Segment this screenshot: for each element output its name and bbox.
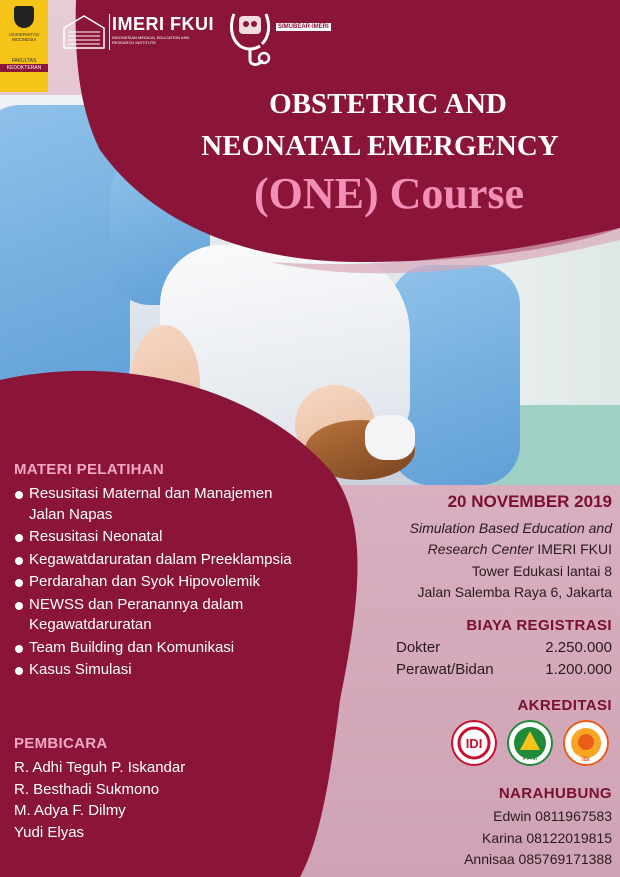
event-date: 20 NOVEMBER 2019	[447, 492, 612, 511]
materi-item: Resusitasi Neonatal	[14, 527, 304, 548]
contact-item: Karina 08122019815	[481, 829, 612, 846]
ibi-badge-label: IBI	[582, 757, 590, 763]
title-line-3: (ONE) Course	[253, 169, 525, 218]
narahubung-heading: NARAHUBUNG	[498, 785, 612, 802]
materi-item: Perdarahan dan Syok Hipovolemik	[14, 572, 304, 593]
ibi-badge-icon	[563, 720, 609, 766]
ppni-badge-label: PPNI	[522, 756, 538, 762]
idi-badge-label: IDI	[465, 736, 483, 751]
materi-item: Resusitasi Maternal dan Manajemen Jalan Napas	[14, 484, 304, 525]
materi-heading: MATERI PELATIHAN	[14, 461, 165, 478]
bullet-icon	[15, 534, 23, 542]
fee-label: Perawat/Bidan	[396, 661, 494, 678]
ui-logo-medicine: KEDOKTERAN	[0, 64, 48, 72]
akreditasi-heading: AKREDITASI	[517, 697, 612, 714]
bullet-icon	[15, 557, 23, 565]
materi-list	[14, 484, 304, 683]
contact-list	[464, 806, 612, 871]
imeri-logo-subtitle: INDONESIAN MEDICAL EDUCATION AND RESEARCH INSTITUTE	[112, 35, 190, 45]
imeri-logo-name: IMERI FKUI	[112, 14, 214, 34]
venue-line-2: Research Center IMERI FKUI	[427, 540, 612, 557]
speaker-name: Yudi Elyas	[14, 823, 85, 841]
contact-item: Annisaa 085769171388	[464, 851, 612, 867]
biaya-heading: BIAYA REGISTRASI	[466, 617, 612, 634]
materi-item: Team Building dan Komunikasi	[14, 638, 304, 659]
venue-line-1: Simulation Based Education and	[409, 520, 612, 536]
event-venue	[410, 518, 612, 559]
fee-value: 2.250.000	[545, 639, 612, 656]
contact-item: Edwin 0811967583	[493, 808, 612, 824]
bullet-icon	[15, 602, 23, 610]
ppni-badge-icon	[507, 720, 553, 766]
idi-badge-icon	[451, 720, 497, 766]
title-line-2: NEONATAL EMERGENCY	[201, 130, 559, 162]
stethoscope-icon	[226, 8, 276, 70]
speaker-name: M. Adya F. Dilmy	[14, 802, 126, 819]
speaker-name: R. Besthadi Sukmono	[14, 780, 160, 798]
materi-item: Kasus Simulasi	[14, 660, 304, 681]
pembicara-heading: PEMBICARA	[14, 735, 108, 752]
ui-fk-logo	[0, 0, 48, 92]
speaker-name: R. Adhi Teguh P. Iskandar	[14, 759, 186, 776]
bullet-icon	[15, 579, 23, 587]
bullet-icon	[15, 667, 23, 675]
materi-item: Kegawatdaruratan dalam Preeklampsia	[14, 550, 304, 571]
materi-item: NEWSS dan Peranannya dalam Kegawatdaruratan	[14, 595, 304, 636]
fee-label: Dokter	[396, 639, 441, 656]
bullet-icon	[15, 645, 23, 653]
event-address	[417, 561, 612, 603]
imeri-building-icon	[62, 14, 106, 50]
makara-crest-icon	[14, 6, 34, 28]
speaker-list	[14, 757, 185, 843]
ui-logo-university: UNIVERSITAS INDONESIA	[9, 32, 39, 42]
bullet-icon	[15, 491, 23, 499]
fee-value: 1.200.000	[545, 661, 612, 678]
header-divider	[109, 14, 110, 50]
title-line-1: OBSTETRIC AND	[269, 88, 507, 120]
address-line-1: Tower Edukasi lantai 8	[471, 563, 612, 579]
address-line-2: Jalan Salemba Raya 6, Jakarta	[417, 584, 612, 600]
simubear-logo-name: SIMUBEAR-IMERI	[278, 24, 329, 30]
ui-logo-faculty: FAKULTAS	[11, 58, 37, 64]
